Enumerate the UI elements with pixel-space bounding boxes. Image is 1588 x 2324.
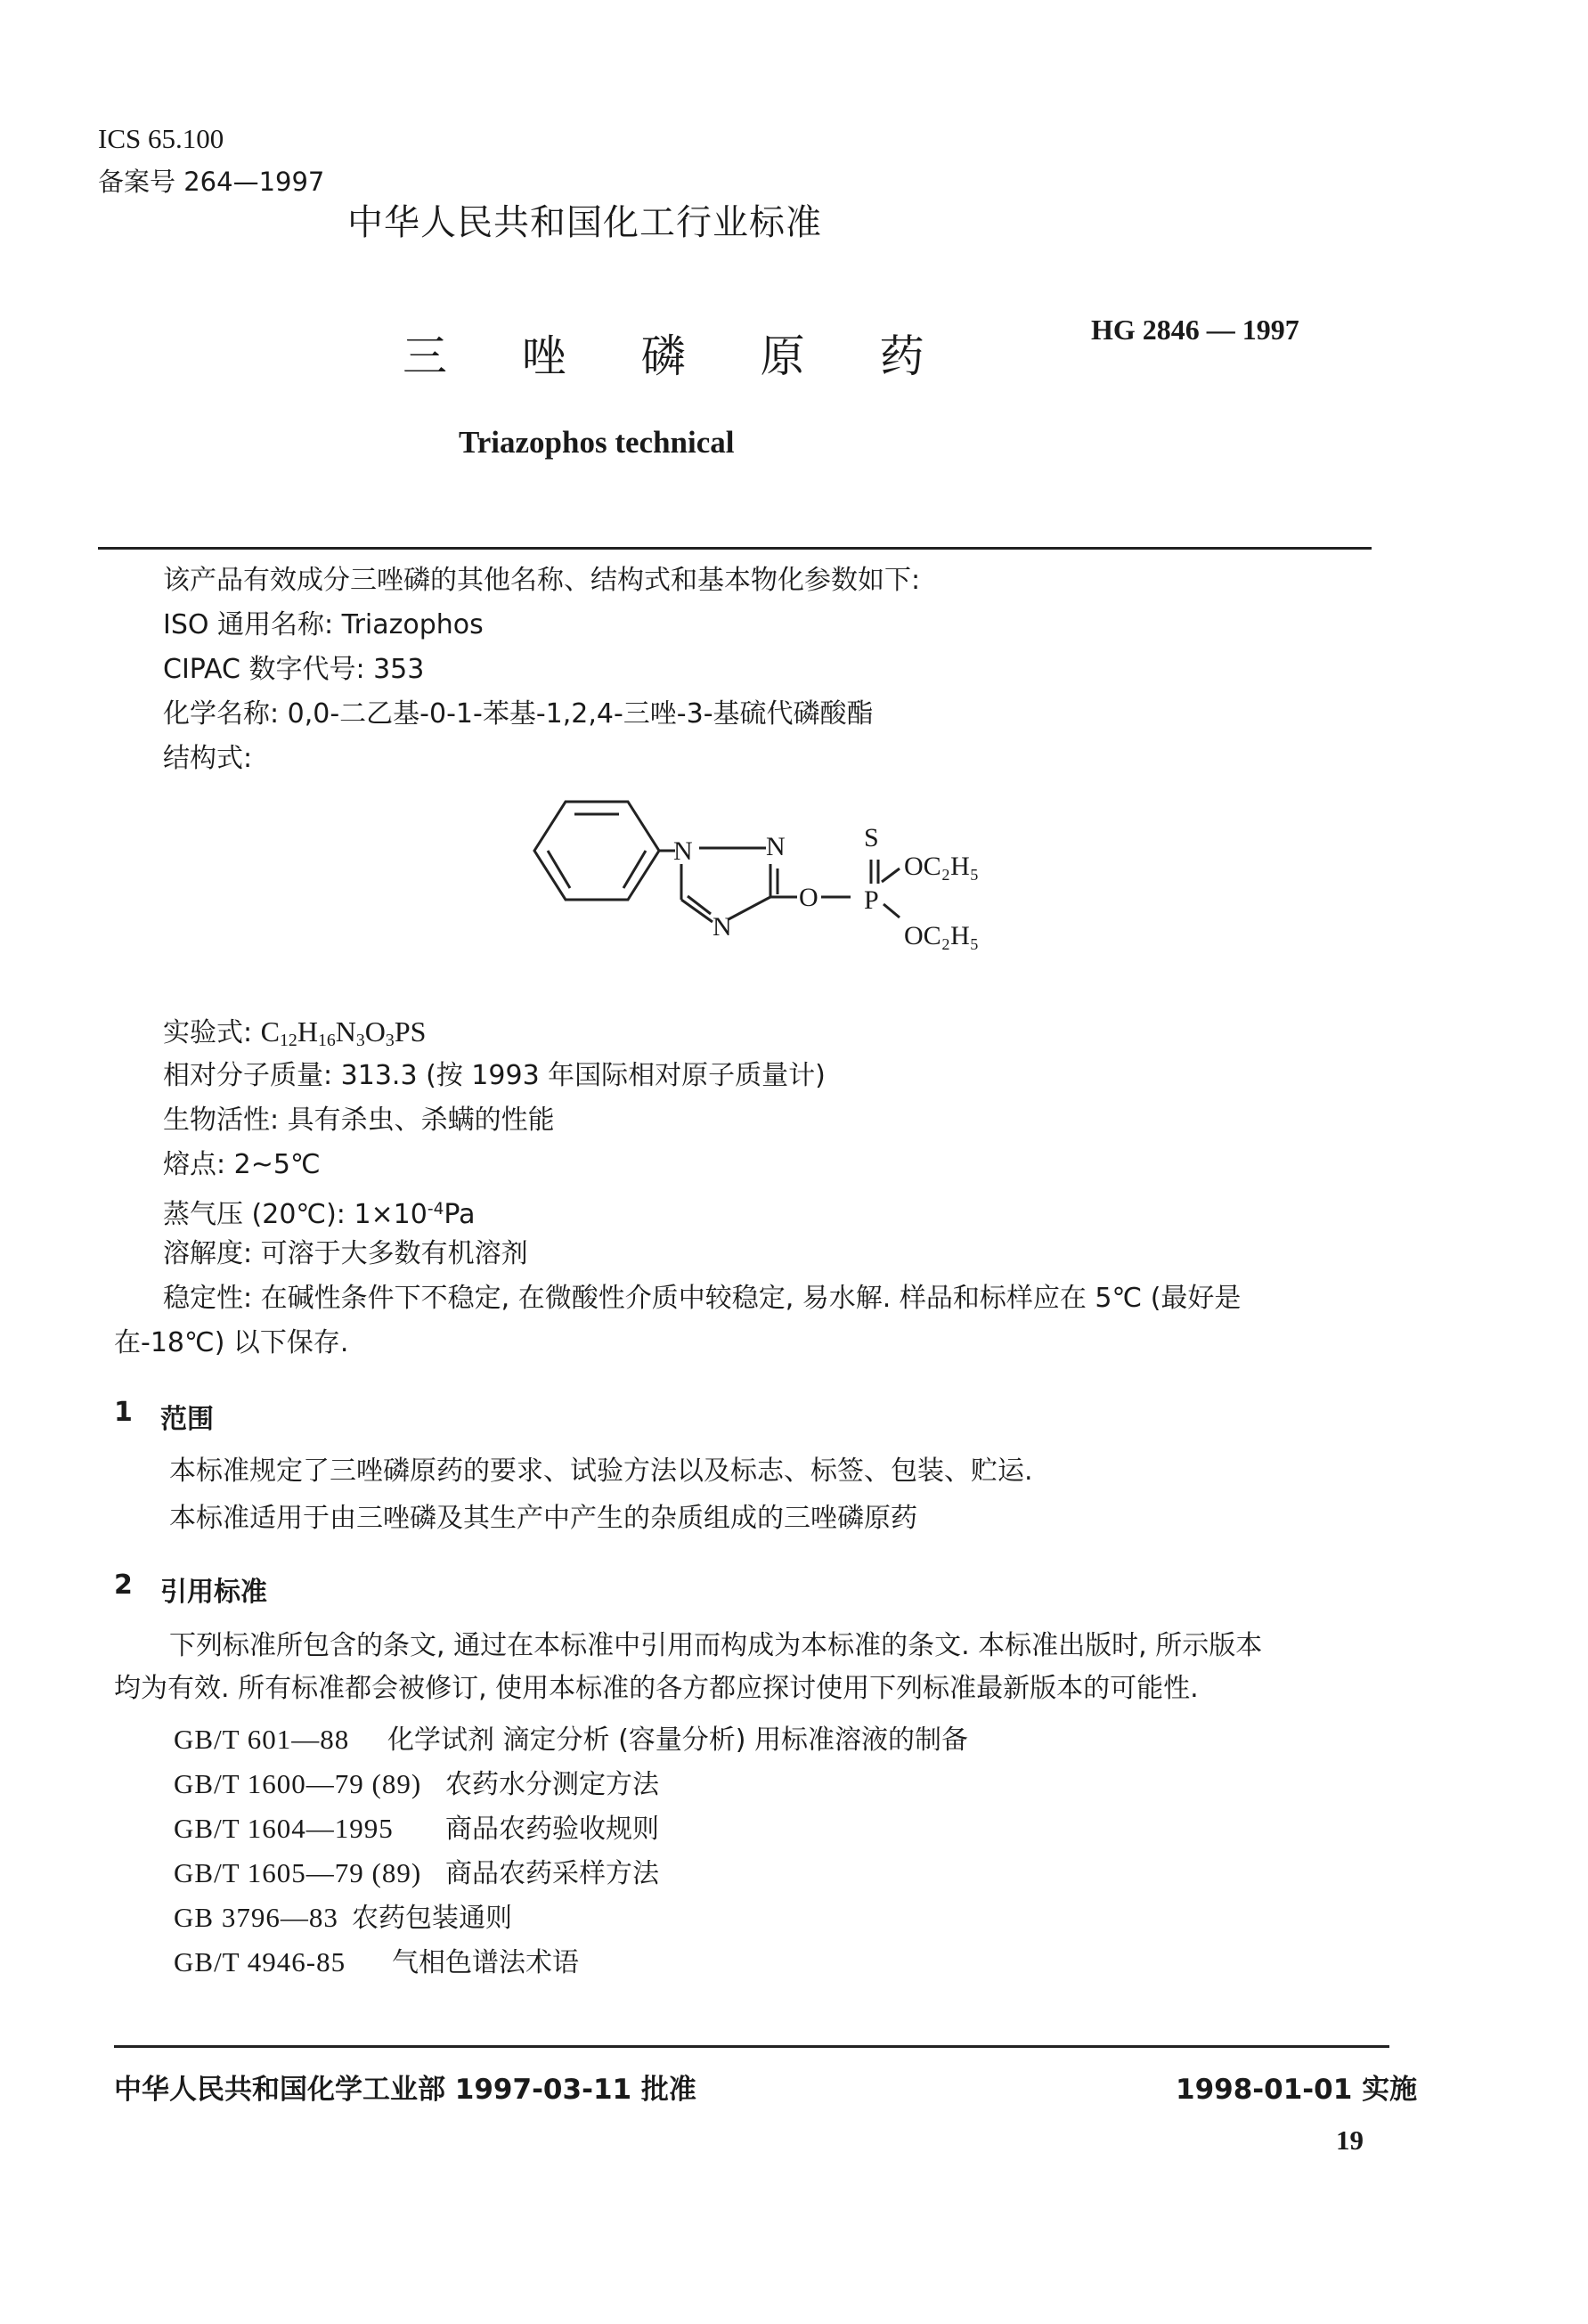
atom-n3: N: [713, 912, 732, 942]
effective-date: 1998-01-01 实施: [1176, 2074, 1418, 2106]
stability-line2: 在-18℃) 以下保存.: [114, 1327, 349, 1358]
cipac-code: CIPAC 数字代号: 353: [163, 654, 425, 685]
issuing-organization: 中华人民共和国化工行业标准: [347, 202, 822, 243]
ethoxy-lower: OC₂H₅: [904, 921, 980, 950]
chemical-name: 化学名称: 0,0-二乙基-0-1-苯基-1,2,4-三唑-3-基硫代磷酸酯: [163, 698, 874, 730]
section-2-paragraph-line2: 均为有效. 所有标准都会被修订, 使用本标准的各方都应探讨使用下列标准最新版本的可能性.: [114, 1673, 1199, 1704]
structure-label: 结构式:: [163, 743, 253, 774]
stability-line1: 稳定性: 在碱性条件下不稳定, 在微酸性介质中较稳定, 易水解. 样品和标样应在 5℃ (最好是: [163, 1283, 1242, 1314]
section-2-paragraph-line1: 下列标准所包含的条文, 通过在本标准中引用而构成为本标准的条文. 本标准出版时, 所示版本: [169, 1630, 1263, 1661]
section-1-heading: 范围: [160, 1404, 214, 1435]
document-title: 三 唑 磷 原 药: [403, 330, 955, 382]
standard-number: HG 2846 — 1997: [1091, 314, 1299, 346]
iso-common-name: ISO 通用名称: Triazophos: [163, 609, 484, 640]
molar-mass: 相对分子质量: 313.3 (按 1993 年国际相对原子质量计): [163, 1060, 826, 1091]
approval-statement: 中华人民共和国化学工业部 1997-03-11 批准: [114, 2074, 696, 2106]
bioactivity: 生物活性: 具有杀虫、杀螨的性能: [163, 1105, 555, 1136]
melting-point: 熔点: 2~5℃: [163, 1149, 321, 1180]
reference-item: GB/T 1605—79 (89) 商品农药采样方法: [174, 1857, 659, 1889]
english-title: Triazophos technical: [459, 425, 735, 460]
section-2-number: 2: [114, 1570, 133, 1601]
atom-o: O: [799, 883, 818, 912]
benzene-ring: [534, 802, 659, 900]
footer-rule: [114, 2045, 1389, 2048]
vapor-pressure: 蒸气压 (20℃): $1\times 10^{-4}Pa$: [163, 1199, 476, 1231]
reference-item: GB/T 4946-85 气相色谱法术语: [174, 1946, 579, 1978]
atom-p: P: [864, 885, 879, 915]
page-number: 19: [1336, 2124, 1364, 2156]
ics-code: ICS 65.100: [98, 123, 224, 154]
solubility: 溶解度: 可溶于大多数有机溶剂: [163, 1238, 528, 1269]
header-rule: [98, 547, 1372, 550]
section-1-paragraph-2: 本标准适用于由三唑磷及其生产中产生的杂质组成的三唑磷原药: [169, 1503, 917, 1534]
ethoxy-upper: OC₂H₅: [904, 852, 980, 881]
empirical-formula: 实验式: $C_{12}H_{16}N_3O_3PS$: [163, 1015, 427, 1050]
reference-item: GB/T 601—88 化学试剂 滴定分析 (容量分析) 用标准溶液的制备: [174, 1724, 969, 1756]
reference-item: GB 3796—83 农药包装通则: [174, 1902, 512, 1934]
intro-lead: 该产品有效成分三唑磷的其他名称、结构式和基本物化参数如下:: [163, 565, 921, 596]
atom-s: S: [864, 823, 879, 852]
atom-n1: N: [673, 836, 693, 866]
structural-formula: [499, 784, 1033, 980]
section-1-paragraph-1: 本标准规定了三唑磷原药的要求、试验方法以及标志、标签、包装、贮运.: [169, 1456, 1033, 1487]
reference-item: GB/T 1604—1995 商品农药验收规则: [174, 1813, 659, 1845]
filing-number: 备案号 264—1997: [98, 167, 325, 197]
reference-item: GB/T 1600—79 (89) 农药水分测定方法: [174, 1768, 659, 1800]
atom-n2: N: [766, 832, 786, 861]
section-2-heading: 引用标准: [160, 1577, 267, 1608]
section-1-number: 1: [114, 1397, 133, 1428]
